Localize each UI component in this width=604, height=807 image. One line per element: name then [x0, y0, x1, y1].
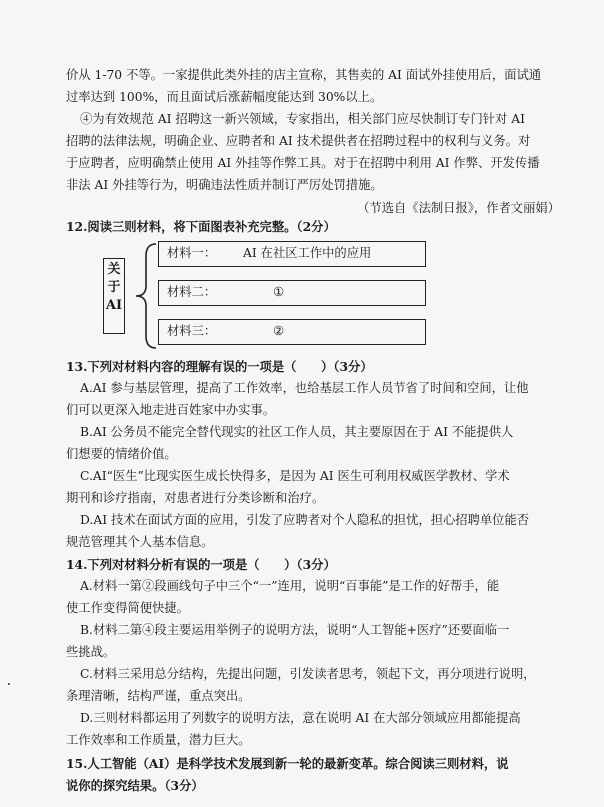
- option-c: C.材料三采用总分结构，先提出问题，引发读者思考，领起下文，再分项进行说明，: [80, 667, 536, 681]
- option-b: B.AI 公务员不能完全替代现实的社区工作人员，其主要原因在于 AI 不能提供人: [80, 425, 514, 439]
- root-char: 于: [107, 280, 121, 295]
- option-d: D.AI 技术在面试方面的应用，引发了应聘者对个人隐私的担忧，担心招聘单位能否: [80, 513, 530, 527]
- row-blank-2: ②: [273, 324, 285, 338]
- option-a: A.材料一第②段画线句子中三个“一”连用，说明“百事能”是工作的好帮手，能: [80, 579, 500, 593]
- text-line: 工作效率和工作质量，潜力巨大。: [66, 733, 251, 747]
- diagram-root-box: [103, 258, 125, 334]
- text-line: 条理清晰，结构严谨，重点突出。: [66, 689, 251, 703]
- question-14-stem: 14.下列对材料分析有误的一项是（ ）（3分）: [66, 557, 336, 572]
- row-label: 材料一：: [167, 246, 217, 260]
- root-char: 关: [107, 262, 121, 277]
- row-label: 材料二：: [167, 285, 217, 299]
- diagram-row-2: [158, 280, 426, 306]
- diagram-row-3: [158, 319, 426, 345]
- option-b: B.材料二第④段主要运用举例子的说明方法，说明“人工智能+医疗”还要面临一: [80, 623, 510, 637]
- row-blank-1: ①: [273, 285, 285, 299]
- text-line: 说你的探究结果。（3分）: [66, 778, 204, 793]
- brace: [130, 240, 160, 352]
- text-line: 规范管理其个人基本信息。: [66, 535, 214, 549]
- text-line: 使工作变得简便快捷。: [66, 601, 189, 615]
- scan-speck: [8, 683, 10, 685]
- text-line: 期刊和诊疗指南，对患者进行分类诊断和治疗。: [66, 491, 325, 505]
- question-12-stem: 12.阅读三则材料，将下面图表补充完整。（2分）: [66, 219, 336, 234]
- question-15-stem: 15.人工智能（AI）是科学技术发展到新一轮的最新变革。综合阅读三则材料，说: [66, 756, 509, 771]
- text-line: 价从 1-70 不等。一家提供此类外挂的店主宣称，其售卖的 AI 面试外挂使用后，面试通: [66, 68, 542, 82]
- text-line: 非法 AI 外挂等行为，明确违法性质并制订严厉处罚措施。: [66, 178, 383, 192]
- root-char: AI: [105, 298, 123, 313]
- text-line: 招聘的法律法规，明确企业、应聘者和 AI 技术提供者在招聘过程中的权利与义务。对: [66, 134, 531, 148]
- option-a: A.AI 参与基层管理，提高了工作效率，也给基层工作人员节省了时间和空间，让他: [80, 381, 529, 395]
- option-c: C.AI“医生”比现实医生成长快得多，是因为 AI 医生可利用权威医学教材、学术: [80, 469, 510, 483]
- text-line: 于应聘者，应明确禁止使用 AI 外挂等作弊工具。对于在招聘中利用 AI 作弊、开发传播: [66, 156, 540, 170]
- row-label: 材料三：: [167, 324, 217, 338]
- option-d: D.三则材料都运用了列数字的说明方法，意在说明 AI 在大部分领域应用都能提高: [80, 711, 521, 725]
- row-value: AI 在社区工作中的应用: [243, 246, 372, 260]
- source-note: （节选自《法制日报》，作者文丽娟）: [357, 201, 560, 215]
- question-13-stem: 13.下列对材料内容的理解有误的一项是（ ）（3分）: [66, 359, 373, 374]
- text-line: 们可以更深入地走进百姓家中办实事。: [66, 403, 276, 417]
- text-line: 些挑战。: [66, 645, 116, 659]
- diagram-row-1: [158, 241, 426, 267]
- text-line: 过率达到 100%，而且面试后涨薪幅度能达到 30%以上。: [66, 90, 383, 104]
- text-line: ④为有效规范 AI 招聘这一新兴领域，专家指出，相关部门应尽快制订专门针对 AI: [80, 112, 526, 126]
- text-line: 们想要的情绪价值。: [66, 447, 177, 461]
